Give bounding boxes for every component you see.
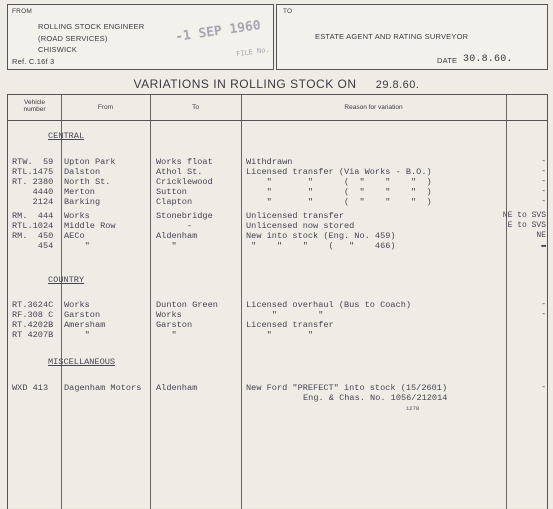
cell-to: -	[156, 221, 193, 231]
cell-reason: " " ( " " " )	[246, 177, 432, 187]
cell-to: Works	[156, 310, 182, 320]
from-box	[7, 4, 274, 70]
cell-to: "	[156, 241, 177, 251]
column-header-vehicle: Vehicle number	[23, 99, 46, 113]
cell-to: Clapton	[156, 197, 193, 207]
cell-reason: Unlicensed now stored	[246, 221, 355, 231]
cell-to: Athol St.	[156, 167, 203, 177]
from-line-2: (ROAD SERVICES)	[38, 34, 108, 43]
cell-flag: ▬	[541, 241, 546, 250]
cell-flag: -	[541, 157, 546, 166]
column-header-to: To	[192, 104, 199, 111]
from-label: FROM	[12, 8, 32, 15]
misc-note-small: 1278	[406, 405, 420, 412]
column-header-reason: Reason for variation	[344, 104, 403, 111]
cell-from: Garston	[64, 310, 101, 320]
cell-from: Dagenham Motors	[64, 383, 142, 393]
cell-reason: Withdrawn	[246, 157, 293, 167]
cell-reason: " "	[246, 310, 324, 320]
cell-from: Upton Park	[64, 157, 116, 167]
cell-vehicle: RTW. 59	[12, 157, 54, 167]
cell-to: Works float	[156, 157, 213, 167]
cell-flag: -	[541, 177, 546, 186]
page-title	[0, 77, 553, 91]
cell-from: Dalston	[64, 167, 101, 177]
from-line-3: CHISWICK	[38, 45, 78, 54]
cell-from: "	[64, 330, 90, 340]
received-stamp-file: FILE No.	[235, 45, 271, 59]
date-value: 30.8.60.	[463, 54, 513, 65]
column-divider	[241, 95, 242, 509]
cell-from: Works	[64, 300, 90, 310]
column-divider	[150, 95, 151, 509]
cell-reason: " " ( " " " )	[246, 197, 432, 207]
cell-from: Merton	[64, 187, 95, 197]
misc-note: Eng. & Chas. No. 1056/212014	[303, 393, 448, 403]
cell-to: Aldenham	[156, 231, 198, 241]
reference-number: Ref. C.16f 3	[12, 57, 55, 66]
cell-reason: New into stock (Eng. No. 459)	[246, 231, 396, 241]
date-label: DATE	[437, 56, 458, 65]
to-label: TO	[283, 8, 293, 15]
cell-flag: -	[541, 300, 546, 309]
cell-reason: Licensed overhaul (Bus to Coach)	[246, 300, 412, 310]
section-country: COUNTRY	[48, 275, 85, 285]
cell-from: Middle Row	[64, 221, 116, 231]
header-rule	[8, 120, 547, 121]
received-stamp-date: -1 SEP 1960	[174, 18, 262, 45]
cell-vehicle: RT 4207B	[12, 330, 54, 340]
cell-flag: -	[541, 197, 546, 206]
to-text: ESTATE AGENT AND RATING SURVEYOR	[315, 32, 469, 41]
cell-vehicle: RM. 450	[12, 231, 54, 241]
cell-vehicle: RM. 444	[12, 211, 54, 221]
cell-from: Barking	[64, 197, 101, 207]
column-header-from: From	[97, 104, 114, 111]
cell-flag: E to SVS	[507, 221, 546, 230]
title-text: VARIATIONS IN ROLLING STOCK ON	[133, 77, 357, 91]
cell-to: Sutton	[156, 187, 187, 197]
cell-flag: NE to SVS	[502, 211, 546, 220]
cell-to: Stonebridge	[156, 211, 213, 221]
cell-reason: " "	[246, 330, 314, 340]
cell-from: AECo	[64, 231, 85, 241]
cell-flag: NE	[536, 231, 546, 240]
cell-to: "	[156, 330, 177, 340]
cell-reason: New Ford "PREFECT" into stock (15/2601)	[246, 383, 448, 393]
cell-vehicle: 4440	[12, 187, 54, 197]
cell-reason: Unlicensed transfer	[246, 211, 344, 221]
cell-reason: " " ( " " " )	[246, 187, 432, 197]
cell-to: Dunton Green	[156, 300, 218, 310]
column-divider	[506, 95, 507, 509]
cell-vehicle: RF.308 C	[12, 310, 54, 320]
cell-vehicle: RTL.1024	[12, 221, 54, 231]
section-misc: MISCELLANEOUS	[48, 357, 116, 367]
cell-from: Amersham	[64, 320, 106, 330]
cell-flag: -	[541, 187, 546, 196]
cell-flag: -	[541, 383, 546, 392]
cell-vehicle: RT.4202B	[12, 320, 54, 330]
title-date: 29.8.60.	[375, 79, 420, 91]
section-central: CENTRAL	[48, 131, 85, 141]
from-line-1: ROLLING STOCK ENGINEER	[38, 22, 145, 31]
cell-from: North St.	[64, 177, 111, 187]
cell-flag: -	[541, 167, 546, 176]
to-box	[276, 4, 548, 70]
cell-vehicle: 454	[12, 241, 54, 251]
cell-to: Aldenham	[156, 383, 198, 393]
cell-vehicle: WXD 413	[12, 383, 49, 393]
cell-reason: Licensed transfer	[246, 320, 334, 330]
cell-to: Garston	[156, 320, 193, 330]
cell-vehicle: RT.3624C	[12, 300, 54, 310]
cell-vehicle: RTL.1475	[12, 167, 54, 177]
cell-vehicle: RT. 2380	[12, 177, 54, 187]
cell-from: Works	[64, 211, 90, 221]
cell-reason: Licensed transfer (Via Works - B.O.)	[246, 167, 432, 177]
cell-to: Cricklewood	[156, 177, 213, 187]
cell-reason: " " " ( " 466)	[246, 241, 396, 251]
cell-from: "	[64, 241, 90, 251]
cell-vehicle: 2124	[12, 197, 54, 207]
column-divider	[61, 95, 62, 509]
cell-flag: -	[541, 310, 546, 319]
